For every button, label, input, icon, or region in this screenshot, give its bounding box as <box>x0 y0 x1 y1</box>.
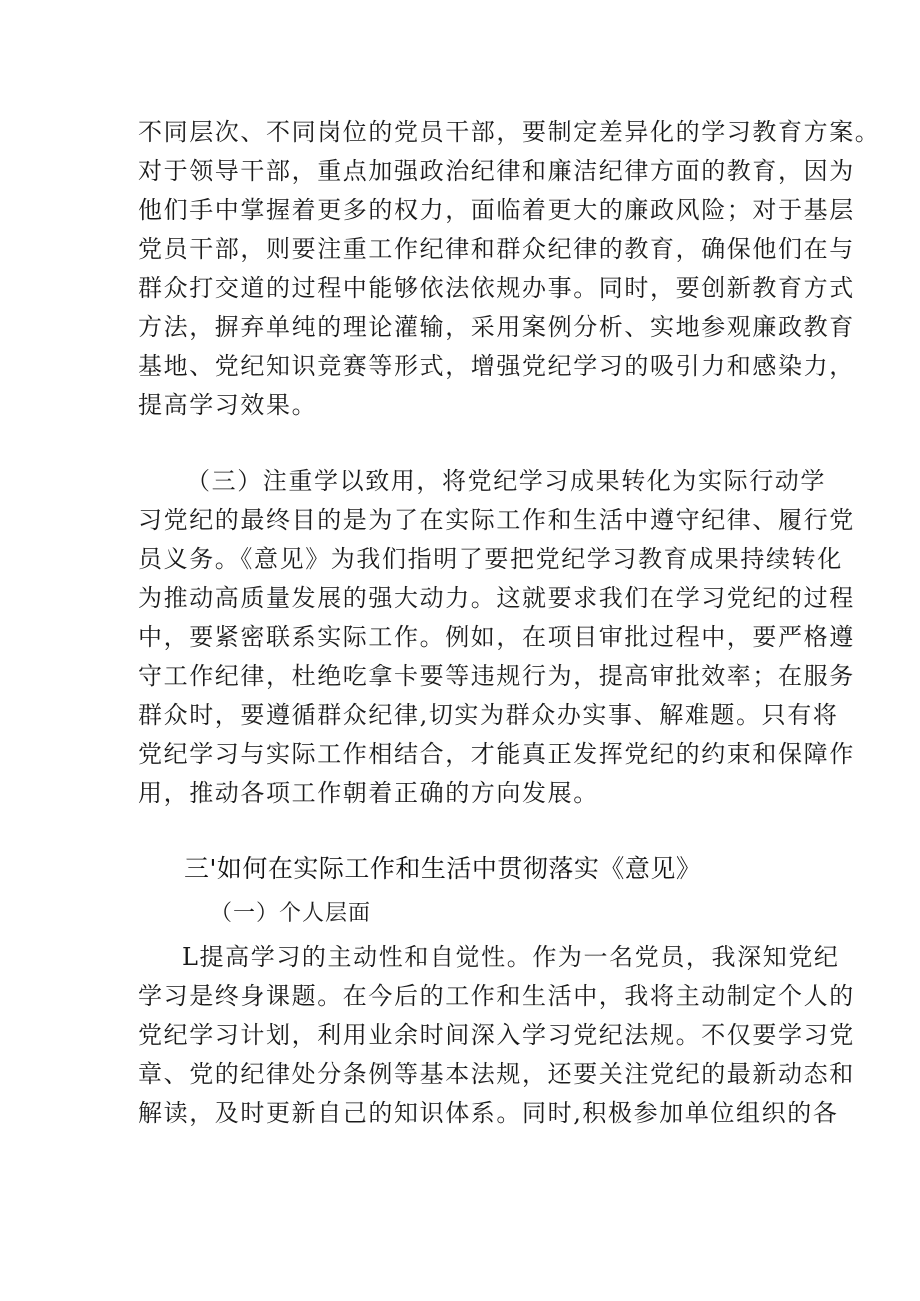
text-line: （三）注重学以致用，将党纪学习成果转化为实际行动学 <box>186 467 826 495</box>
subsection-heading: （一）个人层面 <box>210 901 372 926</box>
paragraph-2 <box>138 462 855 813</box>
text-line: 为推动高质量发展的强大动力。这就要求我们在学习党纪的过程 <box>138 584 855 612</box>
text-line: 群众打交道的过程中能够依法依规办事。同时，要创新教育方式 <box>138 274 855 302</box>
text-line: 他们手中掌握着更多的权力，面临着更大的廉政风险；对于基层 <box>138 196 855 224</box>
paragraph-1 <box>138 113 881 425</box>
text-line: 守工作纪律，杜绝吃拿卡要等违规行为，提高审批效率；在服务 <box>138 662 855 690</box>
paragraph-3 <box>138 938 855 1133</box>
text-line: 党纪学习与实际工作相结合，才能真正发挥党纪的约束和保障作 <box>138 740 855 768</box>
text-line: 用，推动各项工作朝着正确的方向发展。 <box>138 779 599 807</box>
text-line: L提高学习的主动性和自觉性。作为一名党员，我深知党纪 <box>182 943 840 971</box>
text-line: 学习是终身课题。在今后的工作和生活中，我将主动制定个人的 <box>138 982 855 1010</box>
text-line: 提高学习效果。 <box>138 391 318 419</box>
text-line: 解读，及时更新自己的知识体系。同时,积极参加单位组织的各 <box>138 1099 839 1127</box>
text-line: 对于领导干部，重点加强政治纪律和廉洁纪律方面的教育，因为 <box>138 157 855 185</box>
text-line: 章、党的纪律处分条例等基本法规，还要关注党纪的最新动态和 <box>138 1060 855 1088</box>
text-line: 员义务。《意见》为我们指明了要把党纪学习教育成果持续转化 <box>138 545 843 573</box>
text-line: 习党纪的最终目的是为了在实际工作和生活中遵守纪律、履行党 <box>138 506 855 534</box>
text-line: 方法，摒弃单纯的理论灌输，采用案例分析、实地参观廉政教育 <box>138 313 855 341</box>
section-heading: 三'如何在实际工作和生活中贯彻落实《意见》 <box>184 854 702 883</box>
text-line: 党员干部，则要注重工作纪律和群众纪律的教育，确保他们在与 <box>138 235 855 263</box>
text-line: 群众时，要遵循群众纪律,切实为群众办实事、解难题。只有将 <box>138 701 839 729</box>
text-line: 基地、党纪知识竞赛等形式，增强党纪学习的吸引力和感染力， <box>138 352 855 380</box>
text-line: 中，要紧密联系实际工作。例如，在项目审批过程中，要严格遵 <box>138 623 855 651</box>
text-line: 不同层次、不同岗位的党员干部，要制定差异化的学习教育方案。 <box>138 118 881 146</box>
text-line: 党纪学习计划，利用业余时间深入学习党纪法规。不仅要学习党 <box>138 1021 855 1049</box>
